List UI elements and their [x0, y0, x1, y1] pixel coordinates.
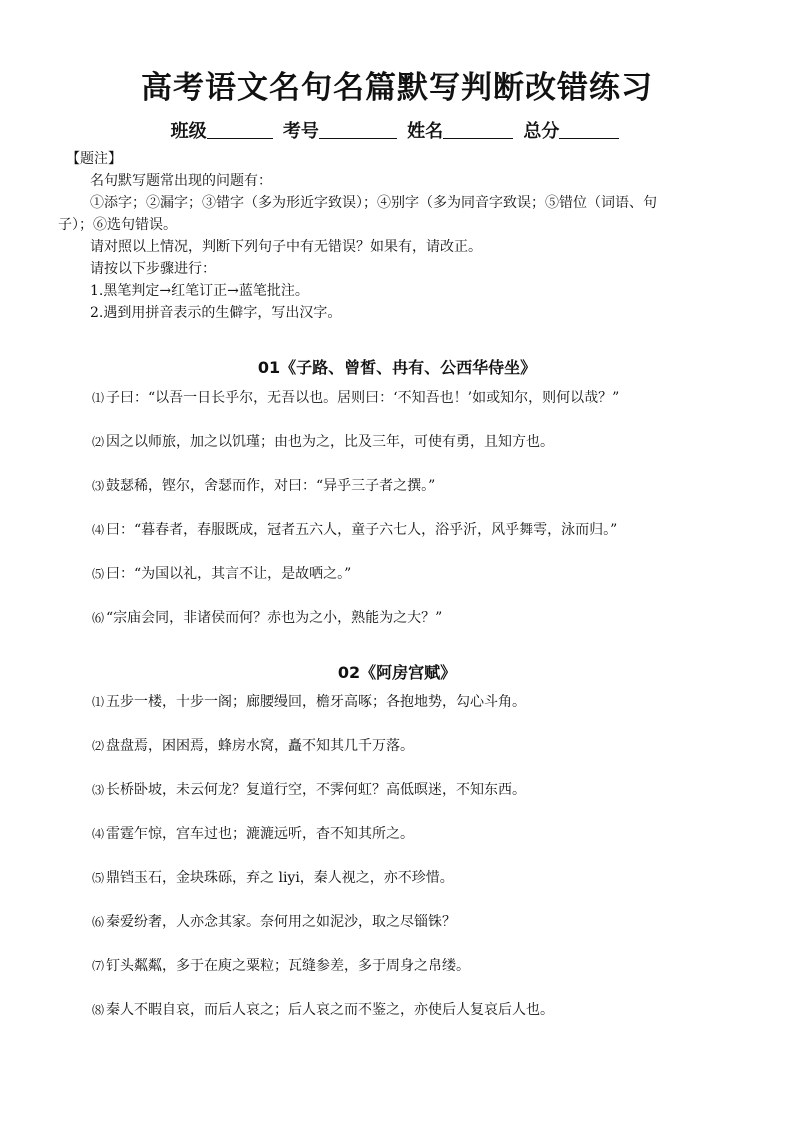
list-item: ⑸ 曰：“为国以礼，其言不让，是故哂之。” [92, 566, 352, 582]
page-title: 高考语文名句名篇默写判断改错练习 [141, 70, 653, 106]
list-item: ⑴ 五步一楼，十步一阁；廊腰缦回，檐牙高啄；各抱地势，勾心斗角。 [92, 694, 527, 710]
list-item: ⑵ 盘盘焉，困困焉，蜂房水窝，矗不知其几千万落。 [92, 738, 415, 754]
list-item: ⑹ “宗庙会同，非诸侯而何？赤也为之小，熟能为之大？” [92, 610, 443, 626]
notes-line: 1.黑笔判定→红笔订正→蓝笔批注。 [90, 283, 309, 299]
section-title: 02《阿房宫赋》 [337, 663, 457, 682]
list-item: ⑵ 因之以师旅，加之以饥瑾；由也为之，比及三年，可使有勇，且知方也。 [92, 434, 555, 450]
name-label: 姓名 [407, 121, 444, 142]
student-info-row [0, 117, 794, 143]
notes-line: 请按以下步骤进行： [90, 261, 216, 277]
score-blank [559, 120, 619, 139]
notes-line: 名句默写题常出现的问题有： [90, 173, 272, 189]
list-item: ⑶ 鼓瑟稀，铿尔，舍瑟而作，对曰：“异乎三子者之撰。” [92, 478, 436, 494]
class-label: 班级 [170, 121, 207, 142]
section-02-items [92, 692, 752, 1044]
exam-no-blank [319, 120, 397, 139]
section-01-items [92, 388, 752, 652]
exam-no-label: 考号 [282, 121, 319, 142]
list-item: ⑷ 雷霆乍惊，宫车过也；漉漉远听，杳不知其所之。 [92, 826, 415, 842]
section-title: 01《子路、曾皙、冉有、公西华侍坐》 [257, 358, 537, 377]
notes-line: 2.遇到用拼音表示的生僻字，写出汉字。 [90, 305, 342, 321]
class-blank [207, 120, 273, 139]
list-item: ⑹ 秦爱纷奢，人亦念其家。奈何用之如泥沙，取之尽锱铢？ [92, 914, 457, 930]
list-item: ⑶ 长桥卧坡，未云何龙？复道行空，不霁何虹？高低暝迷，不知东西。 [92, 782, 527, 798]
notes-heading: 【题注】 [66, 151, 122, 167]
notes-line: ①添字；②漏字；③错字（多为形近字致误）；④别字（多为同音字致误；⑤错位（词语、句 [90, 195, 657, 211]
name-blank [443, 120, 513, 139]
list-item: ⑺ 钉头粼粼，多于在庾之粟粒；瓦缝参差，多于周身之帛缕。 [92, 958, 471, 974]
list-item: ⑷ 曰：“暮春者，春服既成，冠者五六人，童子六七人，浴乎沂，风乎舞雩，泳而归。” [92, 522, 618, 538]
list-item: ⑴ 子曰：“以吾一日长乎尔，无吾以也。居则曰：‘不知吾也！’如或知尔，则何以哉？” [92, 390, 620, 406]
instructions-block [58, 148, 738, 324]
score-label: 总分 [523, 121, 560, 142]
notes-line: 子）；⑥选句错误。 [58, 217, 177, 233]
list-item: ⑸ 鼎铛玉石，金块珠砾，弃之 liyi，秦人视之，亦不珍惜。 [92, 870, 454, 886]
list-item: ⑻ 秦人不暇自哀，而后人哀之；后人哀之而不鉴之，亦使后人复哀后人也。 [92, 1002, 555, 1018]
notes-line: 请对照以上情况，判断下列句子中有无错误？如果有，请改正。 [90, 239, 482, 255]
